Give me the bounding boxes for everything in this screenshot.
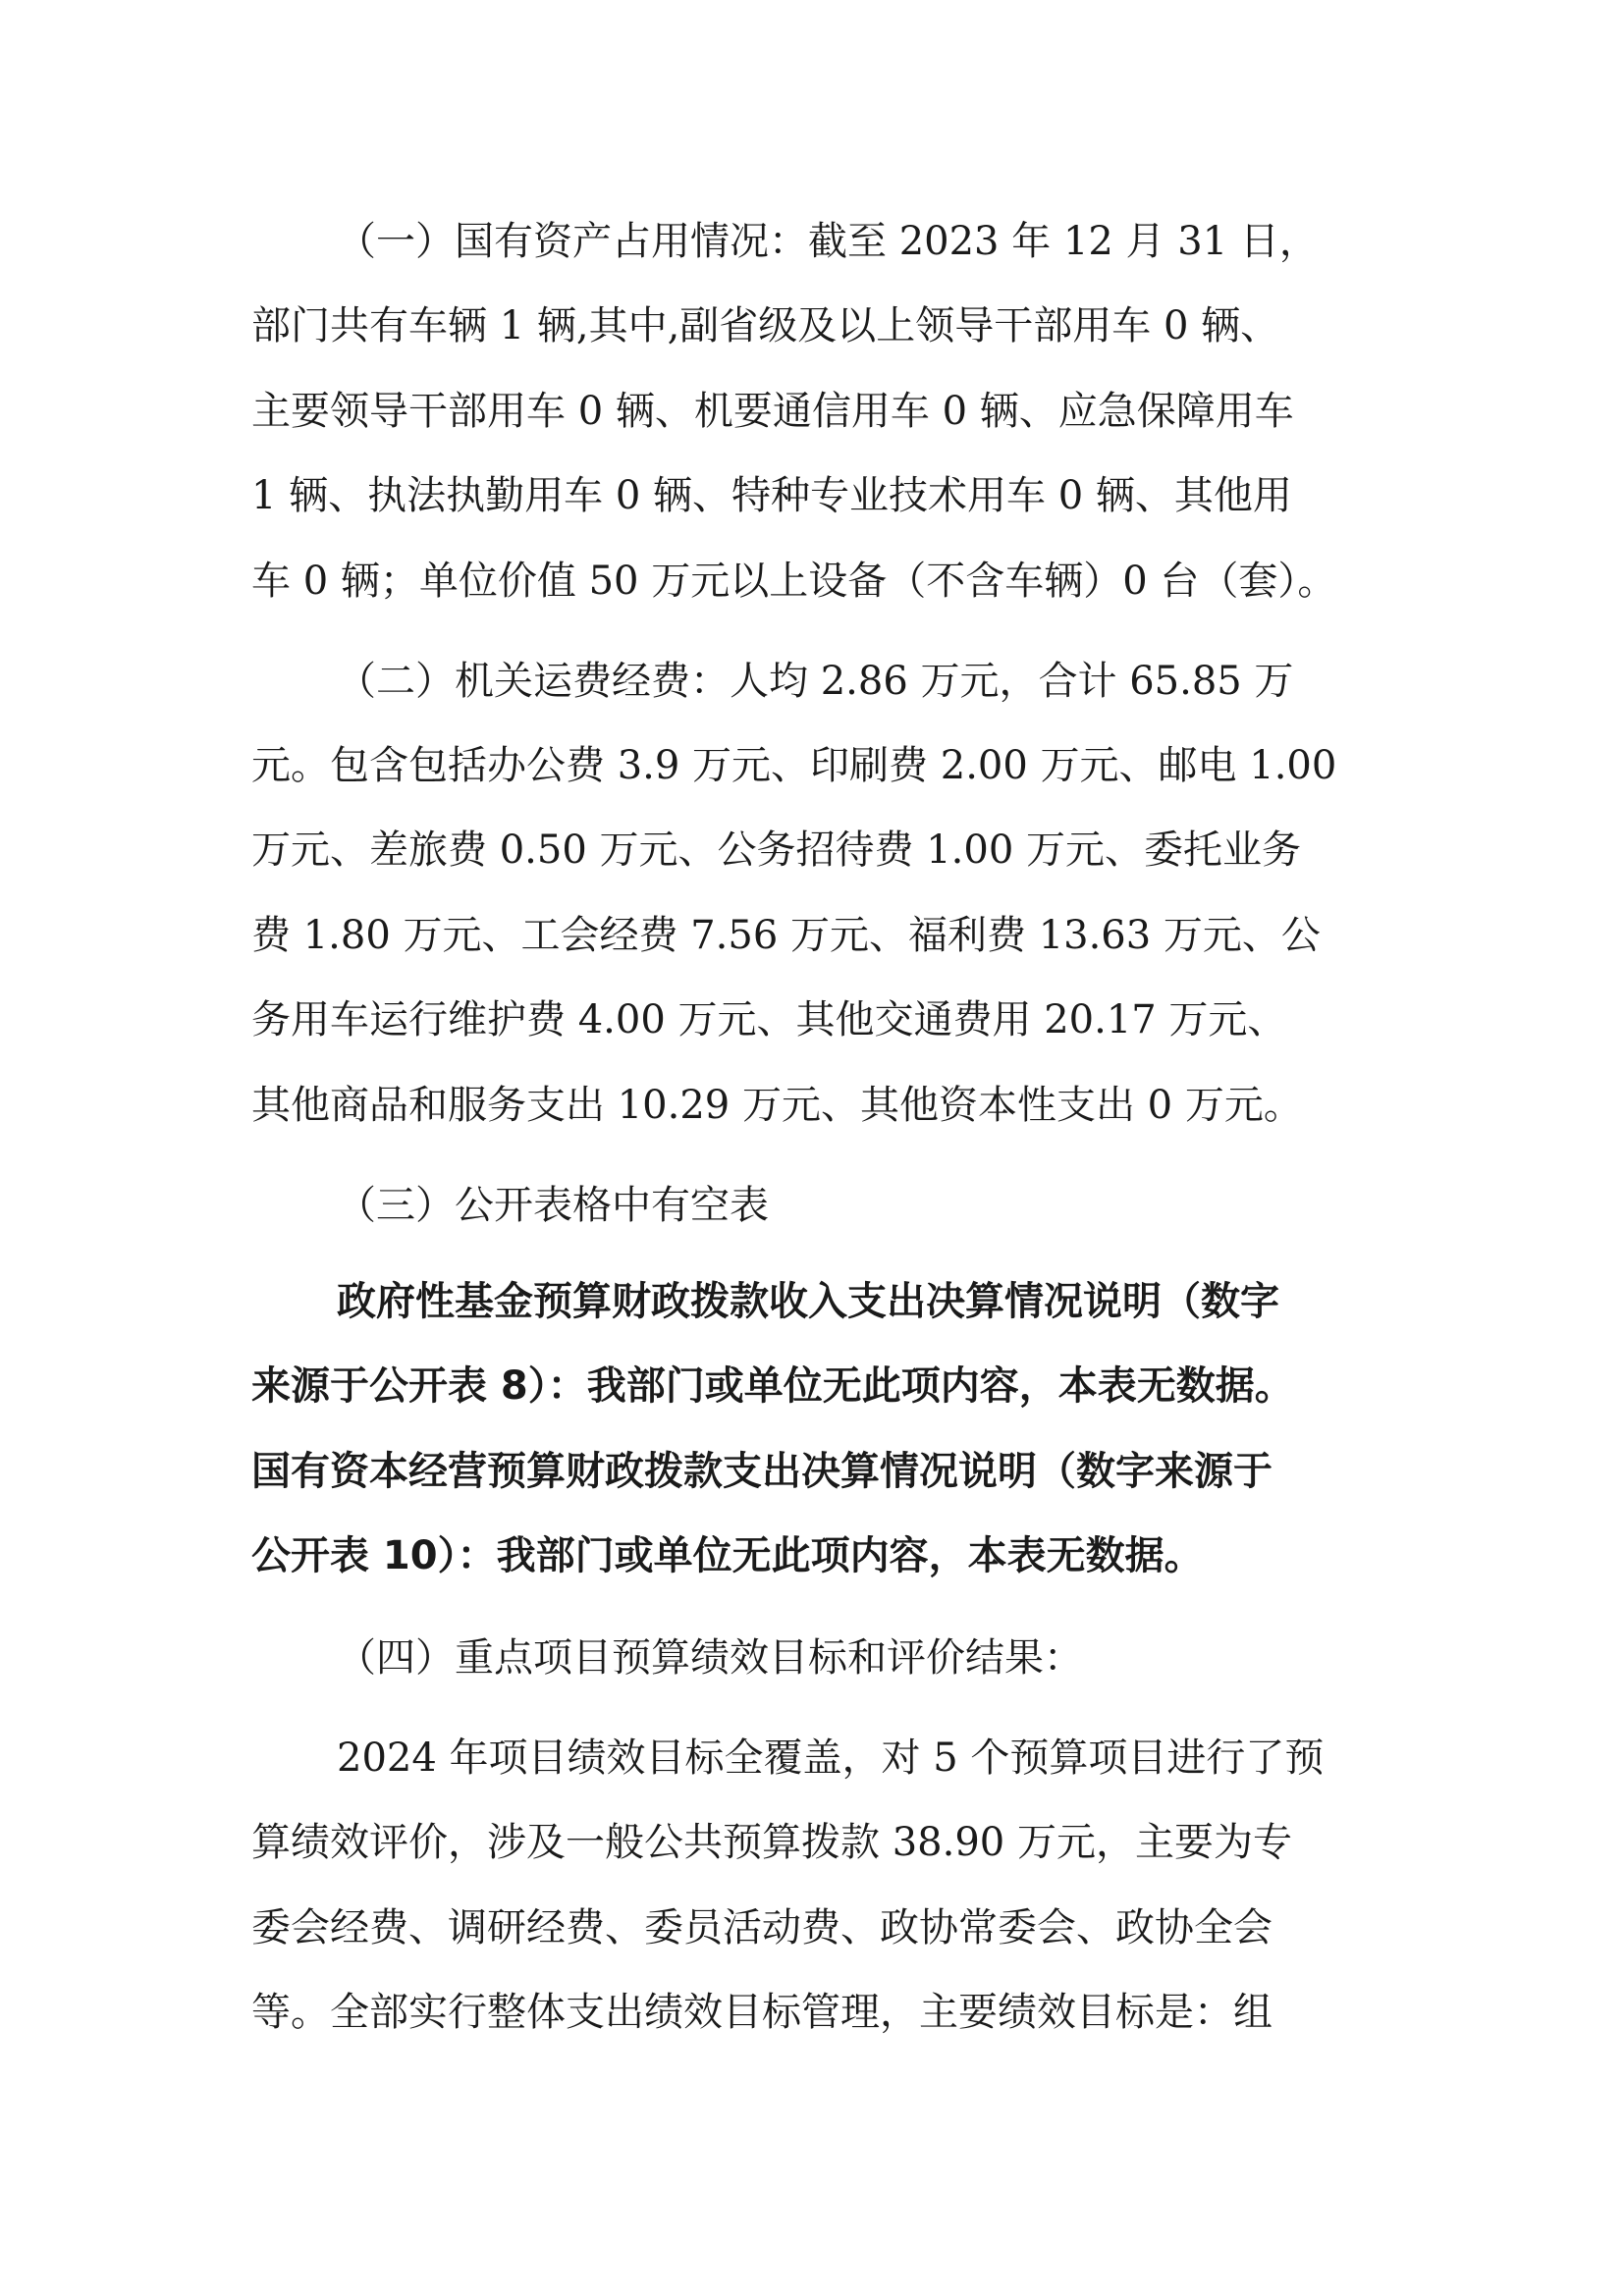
paragraph-line: 等。全部实行整体支出绩效目标管理，主要绩效目标是：组: [251, 1990, 1272, 2035]
paragraph-line: 其他商品和服务支出 10.29 万元、其他资本性支出 0 万元。: [251, 1083, 1303, 1128]
paragraph-line: 2024 年项目绩效目标全覆盖，对 5 个预算项目进行了预: [337, 1735, 1325, 1781]
paragraph-line: 公开表 10）：我部门或单位无此项内容，本表无数据。: [251, 1533, 1204, 1578]
paragraph-line: （二）机关运费经费：人均 2.86 万元，合计 65.85 万: [337, 659, 1294, 704]
paragraph-line: 部门共有车辆 1 辆,其中,副省级及以上领导干部用车 0 辆、: [251, 303, 1280, 348]
paragraph-line: 来源于公开表 8）：我部门或单位无此项内容，本表无数据。: [251, 1363, 1294, 1409]
paragraph-line: 费 1.80 万元、工会经费 7.56 万元、福利费 13.63 万元、公: [251, 913, 1321, 958]
paragraph-line: （一）国有资产占用情况：截至 2023 年 12 月 31 日，: [337, 219, 1319, 264]
paragraph-line: 车 0 辆；单位价值 50 万元以上设备（不含车辆）0 台（套）。: [251, 559, 1337, 604]
paragraph-line: 国有资本经营预算财政拨款支出决算情况说明（数字来源于: [251, 1449, 1272, 1494]
paragraph-line: 算绩效评价，涉及一般公共预算拨款 38.90 万元，主要为专: [251, 1820, 1292, 1865]
section-heading: （四）重点项目预算绩效目标和评价结果：: [337, 1635, 1083, 1681]
paragraph-line: 1 辆、执法执勤用车 0 辆、特种专业技术用车 0 辆、其他用: [251, 473, 1292, 518]
paragraph-line: 万元、差旅费 0.50 万元、公务招待费 1.00 万元、委托业务: [251, 828, 1301, 873]
paragraph-line: 委会经费、调研经费、委员活动费、政协常委会、政协全会: [251, 1905, 1272, 1950]
paragraph-line: 元。包含包括办公费 3.9 万元、印刷费 2.00 万元、邮电 1.00: [251, 743, 1337, 788]
paragraph-line: 主要领导干部用车 0 辆、机要通信用车 0 辆、应急保障用车: [251, 389, 1294, 434]
paragraph-line: 政府性基金预算财政拨款收入支出决算情况说明（数字: [337, 1279, 1279, 1324]
section-heading: （三）公开表格中有空表: [337, 1183, 769, 1228]
paragraph-line: 务用车运行维护费 4.00 万元、其他交通费用 20.17 万元、: [251, 997, 1287, 1042]
